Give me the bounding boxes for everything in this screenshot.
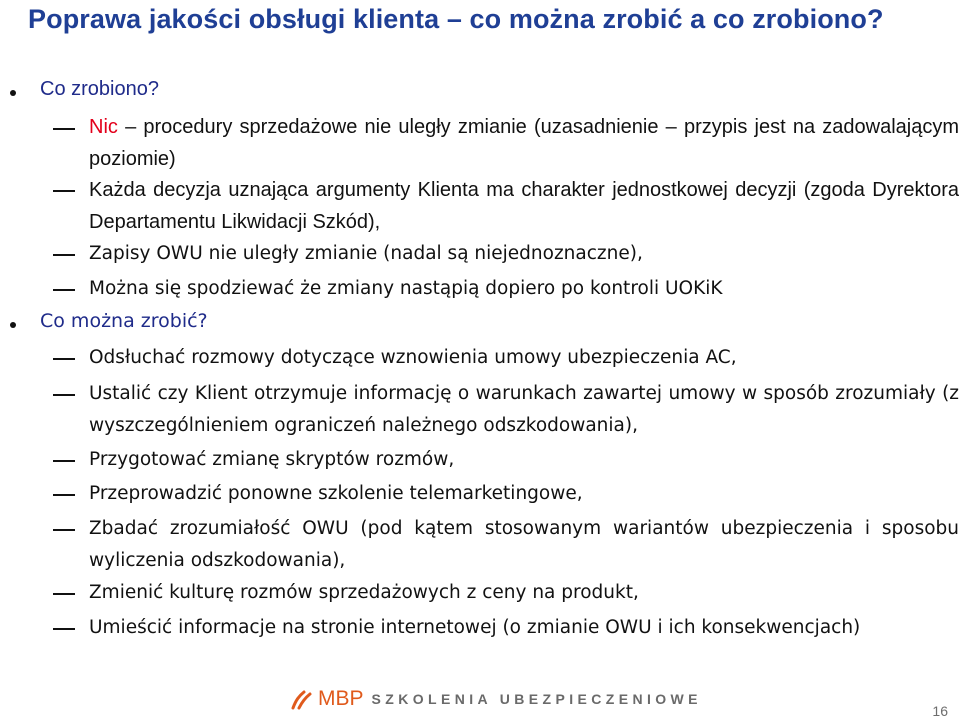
dash-bullet bbox=[53, 289, 75, 291]
list-item: Umieścić informacje na stronie internetowej (o zmianie OWU i ich konsekwencjach) bbox=[89, 617, 861, 638]
section-heading-done: Co zrobiono? bbox=[40, 78, 159, 100]
list-item: Zmienić kulturę rozmów sprzedażowych z ceny na produkt, bbox=[89, 582, 639, 603]
dash-bullet bbox=[53, 190, 75, 192]
dash-bullet bbox=[53, 460, 75, 462]
dash-bullet bbox=[53, 128, 75, 130]
dash-bullet bbox=[53, 593, 75, 595]
nic-keyword: Nic bbox=[89, 116, 118, 138]
list-item: Zbadać zrozumiałość OWU (pod kątem stosowanym wariantów ubezpieczenia i sposobu wyliczenia odszkodowania), bbox=[89, 518, 959, 571]
section-heading-todo: Co można zrobić? bbox=[40, 310, 208, 332]
dash-bullet bbox=[53, 628, 75, 630]
slide-title: Poprawa jakości obsługi klienta – co można zrobić a co zrobiono? bbox=[28, 4, 884, 34]
dash-bullet bbox=[53, 358, 75, 360]
logo-brand: MBP bbox=[318, 687, 364, 710]
company-logo bbox=[290, 684, 702, 714]
logo-tagline: SZKOLENIA UBEZPIECZENIOWE bbox=[371, 691, 702, 707]
bullet-dot bbox=[10, 322, 16, 328]
list-item: Nic – procedury sprzedażowe nie uległy zmianie (uzasadnienie – przypis jest na zadowalającym poziomie) bbox=[89, 116, 959, 170]
page-number: 16 bbox=[932, 703, 948, 719]
dash-bullet bbox=[53, 529, 75, 531]
list-item: Przeprowadzić ponowne szkolenie telemarketingowe, bbox=[89, 483, 583, 504]
list-item: Można się spodziewać że zmiany nastąpią dopiero po kontroli UOKiK bbox=[89, 278, 723, 299]
dash-bullet bbox=[53, 394, 75, 396]
list-item: Zapisy OWU nie uległy zmianie (nadal są niejednoznaczne), bbox=[89, 243, 643, 264]
list-item: Odsłuchać rozmowy dotyczące wznowienia umowy ubezpieczenia AC, bbox=[89, 347, 737, 368]
dash-bullet bbox=[53, 254, 75, 256]
mbp-logo-icon bbox=[290, 686, 316, 712]
bullet-dot bbox=[10, 90, 16, 96]
dash-bullet bbox=[53, 494, 75, 496]
list-item: Ustalić czy Klient otrzymuje informację o warunkach zawartej umowy w sposób zrozumiały (z wyszczególnieniem ograniczeń należnego odszkodowania), bbox=[89, 383, 959, 436]
list-item: Przygotować zmianę skryptów rozmów, bbox=[89, 449, 455, 470]
list-item: Każda decyzja uznająca argumenty Klienta ma charakter jednostkowej decyzji (zgoda Dyrektora Departamentu Likwidacji Szkód), bbox=[89, 179, 959, 233]
